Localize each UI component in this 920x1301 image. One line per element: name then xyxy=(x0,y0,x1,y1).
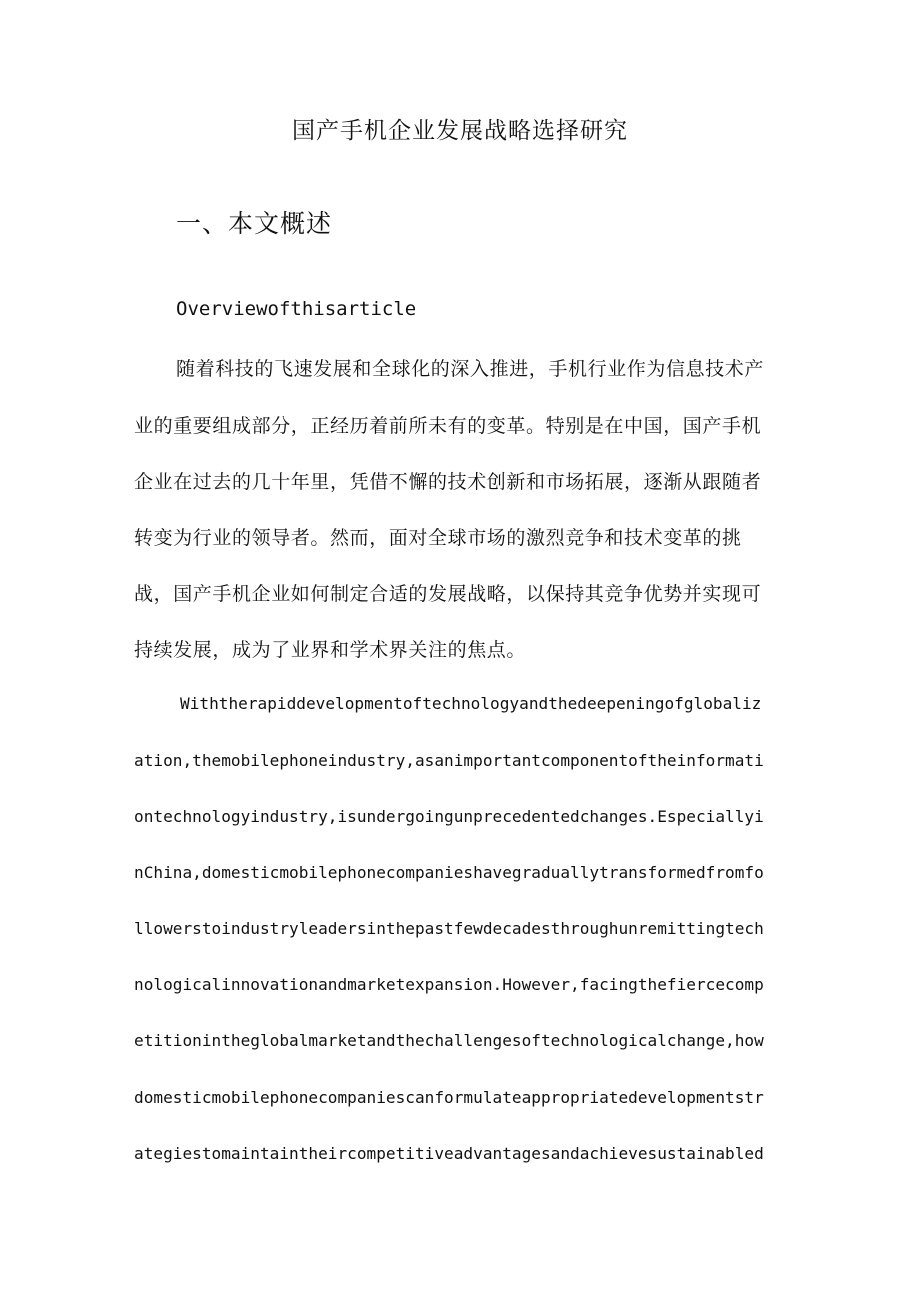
paragraph-zh-line: 持续发展，成为了业界和学术界关注的焦点。 xyxy=(134,639,527,661)
paragraph-en-line: ategiestomaintaintheircompetitiveadvantagesandachievesustainabled xyxy=(134,1144,764,1163)
paragraph-en-line: ation,themobilephoneindustry,asanimportantcomponentoftheinformati xyxy=(134,751,764,770)
paragraph-zh-line: 转变为行业的领导者。然而，面对全球市场的激烈竞争和技术变革的挑 xyxy=(134,527,742,549)
section-heading: 一、本文概述 xyxy=(176,209,333,238)
paragraph-en-line: Withtherapiddevelopmentoftechnologyandthedeepeningofglobaliz xyxy=(180,694,762,713)
paragraph-en-line: etitionintheglobalmarketandthechallengesoftechnologicalchange,how xyxy=(134,1031,764,1050)
document-title: 国产手机企业发展战略选择研究 xyxy=(292,118,628,144)
paragraph-en-line: ontechnologyindustry,isundergoingunprecedentedchanges.Especiallyi xyxy=(134,807,764,826)
section-subtitle-en: Overviewofthisarticle xyxy=(176,298,417,320)
paragraph-en-line: nologicalinnovationandmarketexpansion.However,facingthefiercecomp xyxy=(134,975,764,994)
paragraph-zh-line: 战，国产手机企业如何制定合适的发展战略，以保持其竞争优势并实现可 xyxy=(134,583,762,605)
paragraph-zh-line: 业的重要组成部分，正经历着前所未有的变革。特别是在中国，国产手机 xyxy=(134,415,762,437)
paragraph-en-line: domesticmobilephonecompaniescanformulateappropriatedevelopmentstr xyxy=(134,1088,764,1107)
paragraph-zh-line: 企业在过去的几十年里，凭借不懈的技术创新和市场拓展，逐渐从跟随者 xyxy=(134,471,762,493)
paragraph-en-line: llowerstoindustryleadersinthepastfewdecadesthroughunremittingtech xyxy=(134,919,764,938)
paragraph-zh-line: 随着科技的飞速发展和全球化的深入推进，手机行业作为信息技术产 xyxy=(176,358,765,380)
paragraph-en-line: nChina,domesticmobilephonecompanieshavegraduallytransformedfromfo xyxy=(134,863,764,882)
